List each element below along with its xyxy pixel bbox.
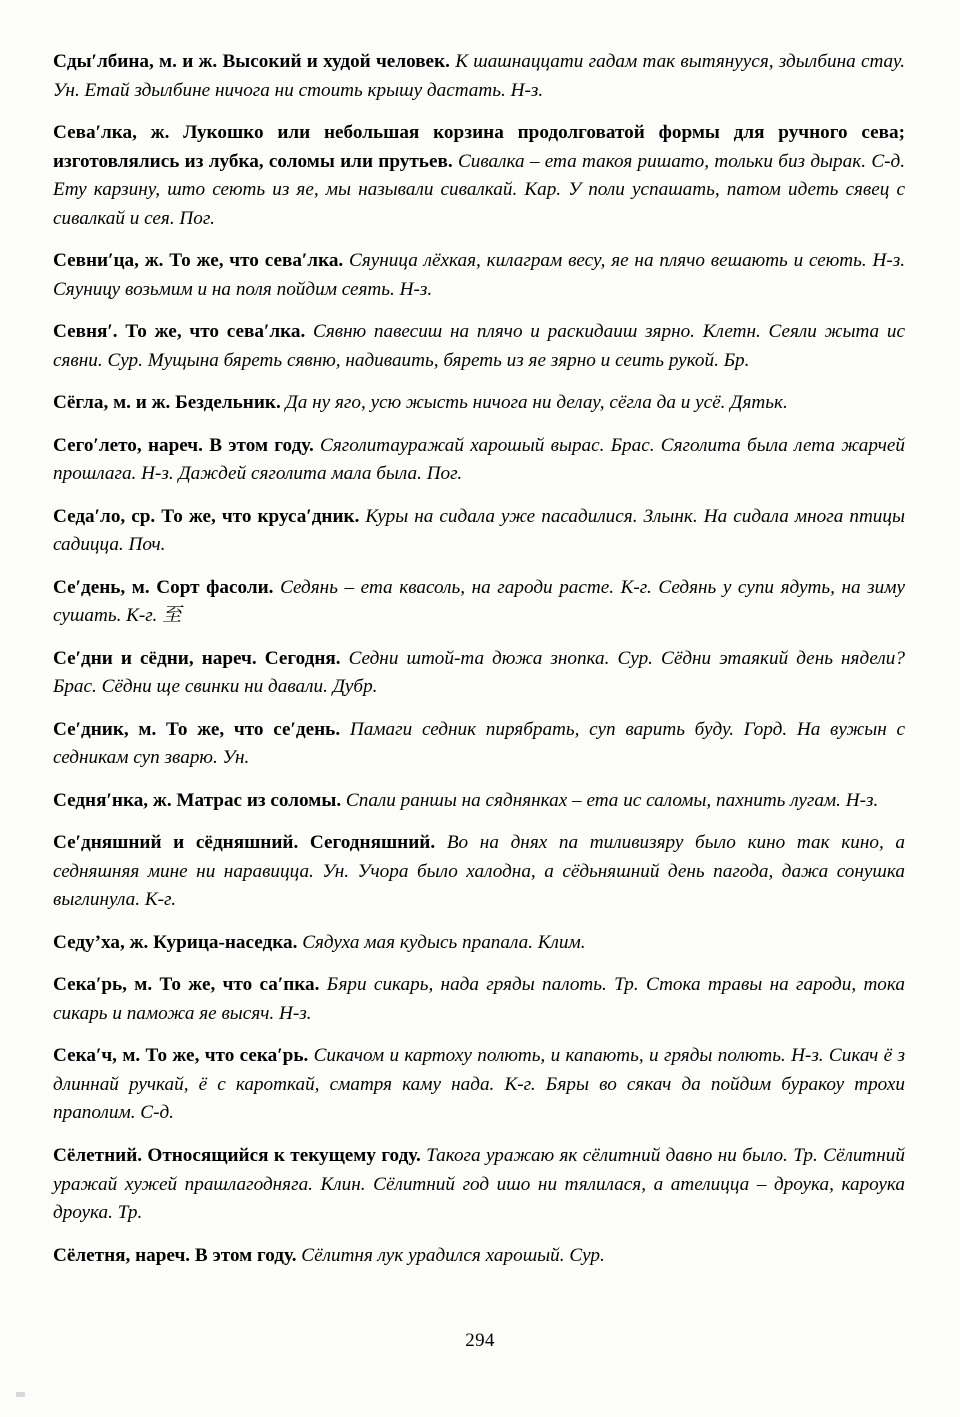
entry-headword: Седня′нка, ж. Матрас из соломы. xyxy=(53,789,342,811)
dictionary-entry-syoletnya xyxy=(53,1242,905,1271)
dictionary-entry-sevnya xyxy=(53,318,905,375)
page-number: 294 xyxy=(465,1330,495,1351)
entry-citations: Да ну яго, усю жысть ничога ни делау, сёгла да и усё. Дятьк. xyxy=(285,392,788,414)
entry-citations: Во на днях па тиливизяру было кино так кино, а седняшняя мине ни наравицца. Ун. Учора было халодна, а сёдьняшний день пагода, дажа сонушка выглинула. К-г. xyxy=(53,832,906,911)
entry-citations: Спали раншы на сяднянках – ета ис саломы, пахнить лугам. Н-з. xyxy=(345,789,879,811)
dictionary-entry-sevnitsa xyxy=(53,247,905,304)
entry-citations: К шашнаццати гадам так вытянууся, здылбина стау. Ун. Етай здылбине ничога ни стоить крышу дастать. Н-з. xyxy=(53,51,906,101)
dictionary-entry-seduha xyxy=(53,929,905,958)
dictionary-entry-sednyashniy xyxy=(53,829,905,915)
dictionary-entry-sevalka xyxy=(53,119,905,233)
entry-citations: Сёлитня лук урадился харошый. Сур. xyxy=(301,1244,605,1266)
entry-headword: Се′день, м. Сорт фасоли. xyxy=(53,576,274,598)
dictionary-entry-syogla xyxy=(53,389,905,418)
entry-citations: Седни штой-та дюжа знопка. Сур. Сёдни этаякий день нядели? Брас. Сёдни ще свинки ни давали. Дубр. xyxy=(53,647,905,698)
entry-headword: Севня′. То же, что сева′лка. xyxy=(53,321,306,343)
entry-citations: Сивалка – ета такоя ришато, тольки биз дырак. С-д. Ету карзину, што сеють из яе, мы называли сивалкай. Кар. У поли успашать, патом идеть сявец с сивалкай и сея. Пог. xyxy=(53,150,906,229)
dictionary-entry-sekar xyxy=(53,971,905,1028)
entry-citations: Седянь – ета квасоль, на гароди расте. К-г. Седянь у супи ядуть, на зиму сушать. К-г. 至 xyxy=(53,576,906,627)
entry-headword: Се′дник, м. То же, что се′день. xyxy=(53,718,341,740)
entry-citations: Сявню павесиш на плячо и раскидаиш зярно. Клетн. Сеяли жыта ис сявни. Сур. Мущына бяреть сявню, надиваить, бяреть из яе зярно и сеить рукой. Бр. xyxy=(53,321,906,371)
dictionary-entry-sedni xyxy=(53,645,905,702)
entry-headword: Сёлетня, нареч. В этом году. xyxy=(53,1244,297,1266)
dictionary-entries-column xyxy=(53,48,905,1270)
dictionary-entry-sdylbina xyxy=(53,48,905,105)
entry-citations: Сяголитауражай харошый вырас. Брас. Сяголита была лета жарчей прошлага. Н-з. Даждей сяголита мала была. Пог. xyxy=(53,434,906,485)
entry-citations: Сяуница лёхкая, килаграм весу, яе на плячо вешають и сеють. Н-з. Сяуницу возьмим и на поля пойдим сеять. Н-з. xyxy=(53,250,905,300)
entry-citations: Куры на сидала уже пасадилися. Злынк. На сидала многа птицы садицца. Поч. xyxy=(53,505,905,556)
dictionary-entry-syoletniy xyxy=(53,1142,905,1228)
dictionary-entry-segoleto xyxy=(53,432,905,489)
entry-headword: Се′дни и сёдни, нареч. Сегодня. xyxy=(53,647,341,669)
entry-headword: Седу’ха, ж. Курица-наседка. xyxy=(53,931,298,953)
entry-headword: Сёлетний. Относящийся к текущему году. xyxy=(53,1144,421,1166)
entry-headword: Сева′лка, ж. Лукошко или небольшая корзина продолговатой формы для ручного сева; изготовлялись из лубка, соломы или прутьев. xyxy=(53,122,905,172)
entry-headword: Сека′ч, м. То же, что сека′рь. xyxy=(53,1045,309,1067)
entry-headword: Сека′рь, м. То же, что са′пка. xyxy=(53,974,320,996)
dictionary-entry-sekach xyxy=(53,1042,905,1128)
entry-headword: Сды′лбина, м. и ж. Высокий и худой человек. xyxy=(53,51,450,72)
dictionary-entry-sednik xyxy=(53,716,905,773)
entry-headword: Сёгла, м. и ж. Бездельник. xyxy=(53,392,281,414)
entry-citations: Сядуха мая кудысь прапала. Клим. xyxy=(302,931,586,953)
entry-citations: Сикачом и картоху полють, и капають, и гряды полють. Н-з. Сикач ё з длиннай ручкай, ё с кароткай, сматря каму нада. К-г. Бяры во сякач да пойдим буракоу трохи праполим. С-д. xyxy=(53,1045,905,1124)
entry-headword: Сего′лето, нареч. В этом году. xyxy=(53,434,314,456)
entry-citations: Бяри сикарь, нада гряды палоть. Тр. Стока травы на гароди, тока сикарь и паможа яе высяч. Н-з. xyxy=(53,974,905,1024)
entry-citations: Памаги седник пирябрать, суп варить буду. Горд. На вужын с седникам суп зварю. Ун. xyxy=(53,718,906,769)
dictionary-entry-sedalo xyxy=(53,503,905,560)
dictionary-entry-seden xyxy=(53,574,905,631)
scan-artifact-speck xyxy=(16,1392,25,1397)
entry-citations: Такога уражаю як сёлитний давно ни было. Тр. Сёлитний уражай хужей прашлагодняга. Клин. Сёлитний год ишо ни тялилася, а ателицца – дроука, кароука дроука. Тр. xyxy=(53,1144,905,1224)
entry-headword: Седа′ло, ср. То же, что круса′дник. xyxy=(53,505,360,527)
dictionary-entry-sednyanka xyxy=(53,787,905,816)
entry-headword: Се′дняшний и сёдняшний. Сегодняшний. xyxy=(53,832,436,854)
entry-headword: Севни′ца, ж. То же, что сева′лка. xyxy=(53,250,344,272)
